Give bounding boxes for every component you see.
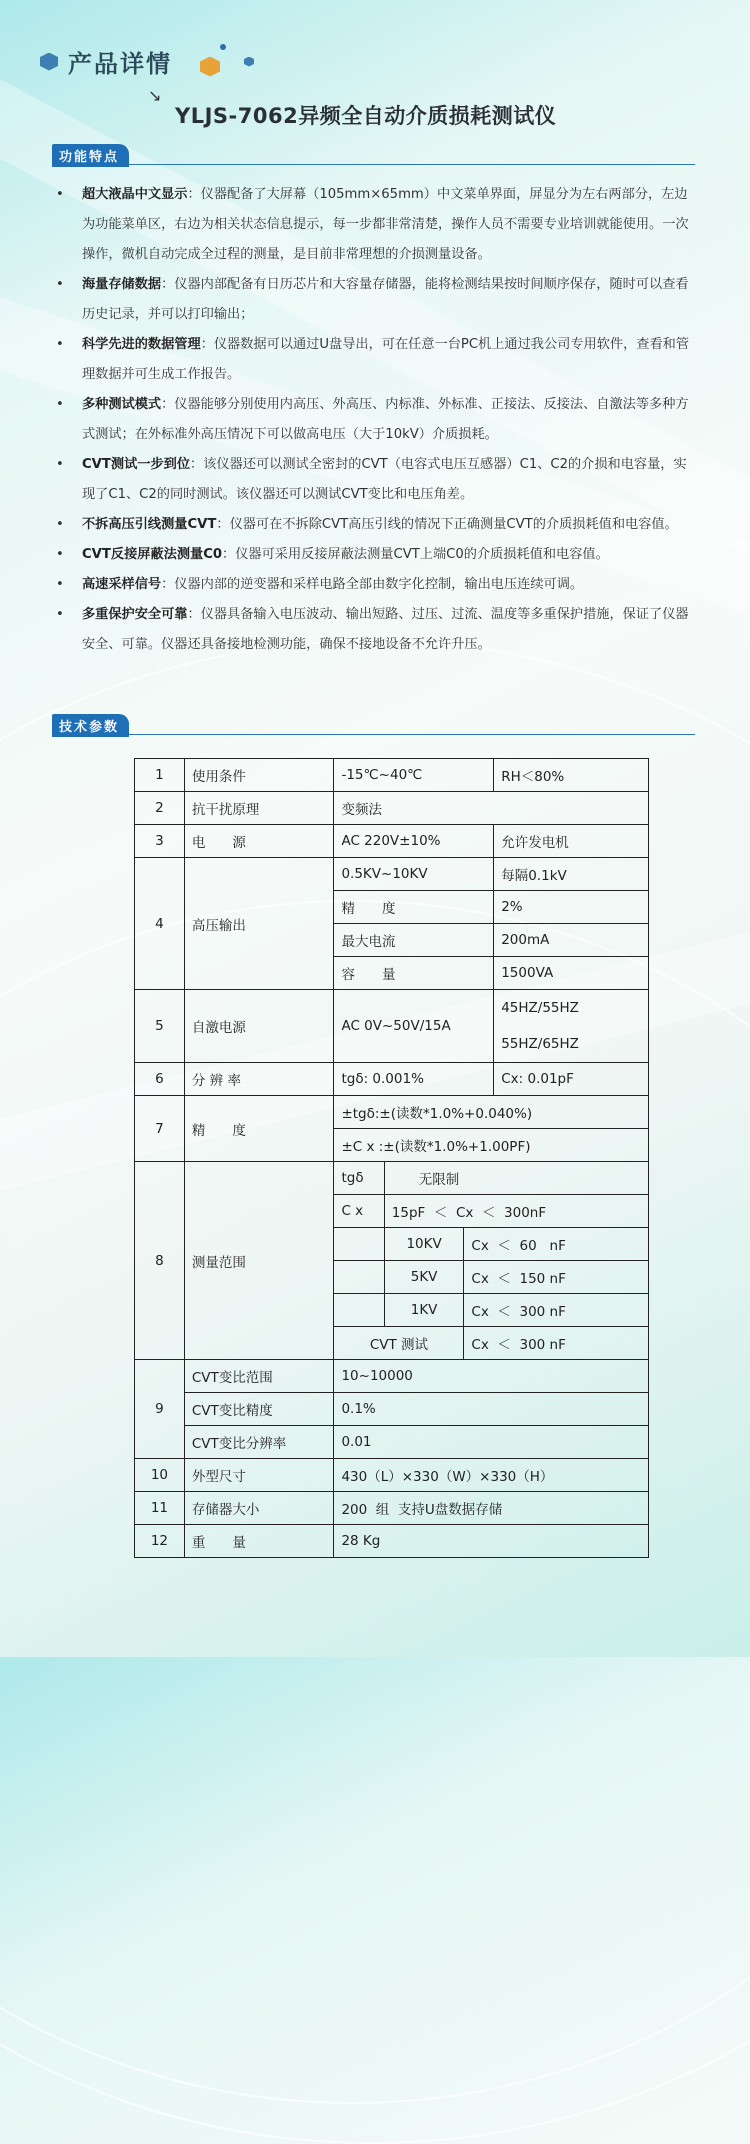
param-key: 0.5KV~10KV — [334, 858, 494, 891]
table-row — [334, 1261, 648, 1294]
param-value: RH＜80% — [494, 759, 649, 792]
param-value: 2% — [494, 891, 649, 924]
param-value: 允许发电机 — [494, 825, 649, 858]
decor-dot — [220, 44, 226, 50]
table-row — [135, 858, 649, 891]
table-row — [135, 1096, 649, 1129]
measure-range-cell — [334, 1162, 649, 1360]
param-value: 每隔0.1kV — [494, 858, 649, 891]
empty-cell — [334, 1228, 384, 1261]
param-key: 最大电流 — [334, 924, 494, 957]
table-row — [334, 1294, 648, 1327]
empty-cell — [334, 1294, 384, 1327]
table-row — [135, 759, 649, 792]
range-value: Cx ＜ 300 nF — [464, 1327, 648, 1360]
param-value: Cx: 0.01pF — [494, 1063, 649, 1096]
feature-item: • 不拆高压引线测量CVT：仪器可在不拆除CVT高压引线的情况下正确测量CVT的介质损耗值和电容值。 — [56, 517, 678, 532]
table-row — [334, 1327, 648, 1360]
param-key: 容 量 — [334, 957, 494, 990]
param-name: 测量范围 — [184, 1162, 334, 1360]
range-key: tgδ — [334, 1162, 384, 1195]
features-list — [56, 180, 696, 660]
small-hexagon-icon — [244, 57, 254, 67]
frequency-range: 45HZ/55HZ — [501, 1000, 579, 1016]
table-row — [135, 1162, 649, 1360]
features-section-header — [52, 144, 695, 165]
table-row — [334, 1195, 648, 1228]
feature-item: • CVT测试一步到位：该仪器还可以测试全密封的CVT（电容式电压互感器）C1、C2的介损和电容量，实现了C1、C2的同时测试。该仪器还可以测试CVT变比和电压角差。 — [56, 457, 687, 502]
frequency-range: 55HZ/65HZ — [501, 1036, 579, 1052]
param-name: 重 量 — [184, 1525, 334, 1558]
table-row — [135, 1360, 649, 1393]
param-name: CVT变比精度 — [184, 1393, 334, 1426]
feature-item: • 科学先进的数据管理：仪器数据可以通过U盘导出，可在任意一台PC机上通过我公司专用软件，查看和管理数据并可生成工作报告。 — [56, 337, 690, 382]
product-title: YLJS-7062异频全自动介质损耗测试仪 — [175, 104, 557, 128]
param-value: 0.01 — [334, 1426, 649, 1459]
param-name: 抗干扰原理 — [184, 792, 334, 825]
row-number: 11 — [135, 1492, 185, 1525]
param-name: CVT变比分辨率 — [184, 1426, 334, 1459]
param-name: 电 源 — [184, 825, 334, 858]
param-value: 变频法 — [334, 792, 649, 825]
feature-item: • 海量存储数据：仪器内部配备有日历芯片和大容量存储器，能将检测结果按时间顺序保存，随时可以查看历史记录，并可以打印输出； — [56, 277, 689, 322]
param-name: 自激电源 — [184, 990, 334, 1063]
table-row — [334, 1162, 648, 1195]
range-key: C x — [334, 1195, 384, 1228]
param-name: 精 度 — [184, 1096, 334, 1162]
param-name: CVT变比范围 — [184, 1360, 334, 1393]
param-name: 高压输出 — [184, 858, 334, 990]
param-value: 0.1% — [334, 1393, 649, 1426]
feature-item: • 多种测试模式：仪器能够分别使用内高压、外高压、内标准、外标准、正接法、反接法、自激法等多种方式测试；在外标准外高压情况下可以做高电压（大于10kV）介质损耗。 — [56, 397, 689, 442]
param-value: 1500VA — [494, 957, 649, 990]
param-value: AC 220V±10% — [334, 825, 494, 858]
row-number: 5 — [135, 990, 185, 1063]
feature-item: • 多重保护安全可靠：仪器具备输入电压波动、输出短路、过压、过流、温度等多重保护措施，保证了仪器安全、可靠。仪器还具备接地检测功能，确保不接地设备不允许升压。 — [56, 607, 689, 652]
row-number: 12 — [135, 1525, 185, 1558]
table-row — [135, 825, 649, 858]
voltage-key: 1KV — [384, 1294, 464, 1327]
table-row — [334, 1228, 648, 1261]
param-value: ±C x :±(读数*1.0%+1.00PF) — [334, 1129, 649, 1162]
param-value: 430（L）×330（W）×330（H） — [334, 1459, 649, 1492]
empty-cell — [334, 1261, 384, 1294]
range-value: 无限制 — [384, 1162, 648, 1195]
orange-hexagon-icon — [200, 57, 220, 77]
specs-tag: 技术参数 — [52, 714, 129, 737]
features-tag: 功能特点 — [52, 144, 129, 167]
param-value: 28 Kg — [334, 1525, 649, 1558]
row-number: 6 — [135, 1063, 185, 1096]
arrow-icon: ↘ — [148, 86, 162, 105]
param-value: -15℃~40℃ — [334, 759, 494, 792]
range-value: Cx ＜ 60 nF — [464, 1228, 648, 1261]
feature-item: • 高速采样信号：仪器内部的逆变器和采样电路全部由数字化控制，输出电压连续可调。 — [56, 577, 584, 592]
measure-range-table — [334, 1162, 648, 1359]
range-value: Cx ＜ 300 nF — [464, 1294, 648, 1327]
param-name: 使用条件 — [184, 759, 334, 792]
param-value: ±tgδ:±(读数*1.0%+0.040%) — [334, 1096, 649, 1129]
feature-item: • CVT反接屏蔽法测量C0：仪器可采用反接屏蔽法测量CVT上端C0的介质损耗值和电容值。 — [56, 547, 609, 562]
param-value: 200 组 支持U盘数据存储 — [334, 1492, 649, 1525]
row-number: 4 — [135, 858, 185, 990]
row-number: 3 — [135, 825, 185, 858]
param-name: 存储器大小 — [184, 1492, 334, 1525]
table-row — [135, 990, 649, 1063]
range-value: 15pF ＜ Cx ＜ 300nF — [384, 1195, 648, 1228]
row-number: 2 — [135, 792, 185, 825]
voltage-key: 10KV — [384, 1228, 464, 1261]
table-row — [135, 1459, 649, 1492]
cvt-test-key: CVT 测试 — [334, 1327, 463, 1360]
row-number: 7 — [135, 1096, 185, 1162]
param-value: 10~10000 — [334, 1360, 649, 1393]
table-row — [135, 1426, 649, 1459]
param-value: 200mA — [494, 924, 649, 957]
row-number: 9 — [135, 1360, 185, 1459]
brand-title: 产品详情 — [68, 50, 172, 78]
spec-table — [134, 758, 649, 1558]
param-value: AC 0V~50V/15A — [334, 990, 494, 1063]
table-row — [135, 1492, 649, 1525]
voltage-key: 5KV — [384, 1261, 464, 1294]
param-name: 分 辨 率 — [184, 1063, 334, 1096]
row-number: 10 — [135, 1459, 185, 1492]
row-number: 1 — [135, 759, 185, 792]
row-number: 8 — [135, 1162, 185, 1360]
table-row — [135, 1063, 649, 1096]
table-row — [135, 1525, 649, 1558]
param-name: 外型尺寸 — [184, 1459, 334, 1492]
param-value: tgδ: 0.001% — [334, 1063, 494, 1096]
table-row — [135, 1393, 649, 1426]
param-key: 精 度 — [334, 891, 494, 924]
range-value: Cx ＜ 150 nF — [464, 1261, 648, 1294]
specs-section-header — [52, 714, 695, 735]
feature-item: • 超大液晶中文显示：仪器配备了大屏幕（105mm×65mm）中文菜单界面，屏显分为左右两部分，左边为功能菜单区，右边为相关状态信息提示，每一步都非常清楚，操作人员不需要专业培训就能使用。一次操作，微机自动完成全过程的测量，是目前非常理想的介损测量设备。 — [56, 187, 689, 262]
table-row — [135, 792, 649, 825]
blue-hexagon-icon — [40, 53, 58, 71]
param-value — [494, 990, 649, 1063]
